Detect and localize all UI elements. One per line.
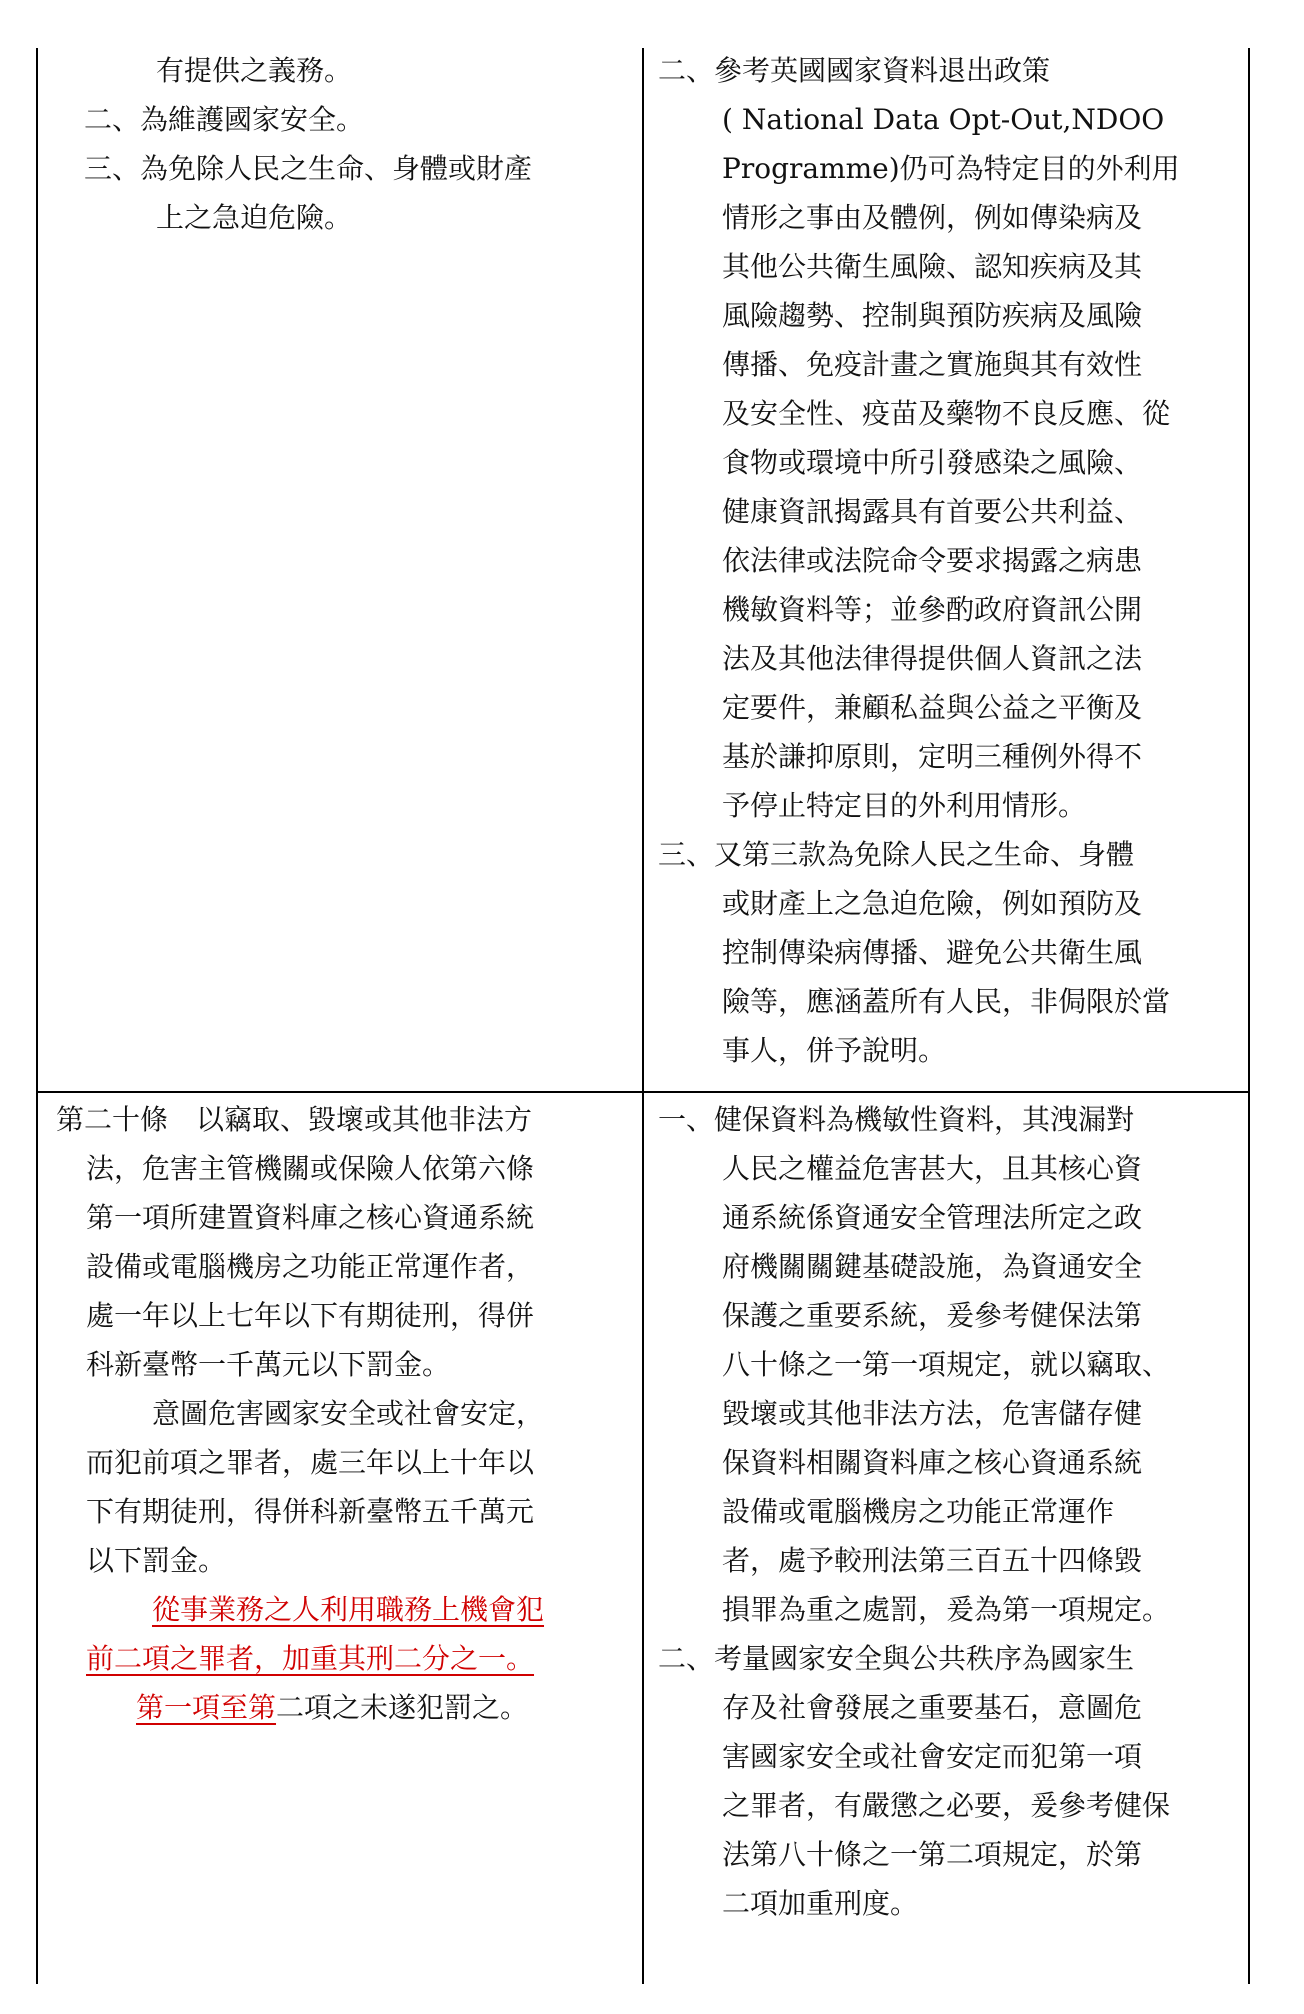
text-line: ( National Data Opt-Out,NDOO <box>722 103 1165 136</box>
paragraph-2-start: 意圖危害國家安全或社會安定， <box>152 1397 545 1430</box>
text-line: 以下罰金。 <box>86 1544 227 1577</box>
text-line: 定要件，兼顧私益與公益之平衡及 <box>722 691 1143 724</box>
text-line: 設備或電腦機房之功能正常運作 <box>722 1495 1115 1528</box>
text-line: 損罪為重之處罰，爰為第一項規定。 <box>722 1593 1171 1626</box>
row1-right-cell <box>658 46 1180 1075</box>
text-line: 害國家安全或社會安定而犯第一項 <box>722 1740 1143 1773</box>
text-line: 保資料相關資料庫之核心資通系統 <box>722 1446 1143 1479</box>
table-column-divider <box>642 48 644 1984</box>
text-line: 通系統係資通安全管理法所定之政 <box>722 1201 1143 1234</box>
text-segment: 二項之未遂犯罰之。 <box>276 1691 529 1724</box>
paragraph-4 <box>56 1683 544 1732</box>
text-line: 二項加重刑度。 <box>722 1887 919 1920</box>
text-line: 事人，併予說明。 <box>722 1034 947 1067</box>
explanation-item-1: 一、健保資料為機敏性資料，其洩漏對 <box>658 1103 1135 1136</box>
text-line: 或財產上之急迫危險，例如預防及 <box>722 887 1143 920</box>
article-20-heading: 第二十條 以竊取、毀壞或其他非法方 <box>56 1103 533 1136</box>
text-line: 府機關關鍵基礎設施，為資通安全 <box>722 1250 1143 1283</box>
amendment-text: 前二項之罪者，加重其刑二分之一。 <box>86 1642 535 1675</box>
text-line: 存及社會發展之重要基石，意圖危 <box>722 1691 1143 1724</box>
text-line: 第一項所建置資料庫之核心資通系統 <box>86 1201 535 1234</box>
text-line: 毀壞或其他非法方法，危害儲存健 <box>722 1397 1143 1430</box>
text-line: 法及其他法律得提供個人資訊之法 <box>722 642 1143 675</box>
text-line: 上之急迫危險。 <box>156 201 353 234</box>
text-line: 法，危害主管機關或保險人依第六條 <box>86 1152 535 1185</box>
row2-right-cell <box>658 1095 1170 1928</box>
text-line: 有提供之義務。 <box>156 54 353 87</box>
text-line: 健康資訊揭露具有首要公共利益、 <box>722 495 1143 528</box>
text-line: 設備或電腦機房之功能正常運作者， <box>86 1250 535 1283</box>
text-line: 處一年以上七年以下有期徒刑，得併 <box>86 1299 535 1332</box>
text-line: 而犯前項之罪者，處三年以上十年以 <box>86 1446 535 1479</box>
text-line: 傳播、免疫計畫之實施與其有效性 <box>722 348 1143 381</box>
text-line: 控制傳染病傳播、避免公共衛生風 <box>722 936 1143 969</box>
text-line: Programme)仍可為特定目的外利用 <box>722 152 1180 185</box>
text-line: 其他公共衛生風險、認知疾病及其 <box>722 250 1143 283</box>
explanation-item-2: 二、考量國家安全與公共秩序為國家生 <box>658 1642 1135 1675</box>
row2-left-cell <box>56 1095 544 1732</box>
text-line: 人民之權益危害甚大，且其核心資 <box>722 1152 1143 1185</box>
text-line: 者，處予較刑法第三百五十四條毀 <box>722 1544 1143 1577</box>
text-line: 依法律或法院命令要求揭露之病患 <box>722 544 1143 577</box>
text-line: 保護之重要系統，爰參考健保法第 <box>722 1299 1143 1332</box>
table-right-border <box>1248 48 1250 1984</box>
text-line: 之罪者，有嚴懲之必要，爰參考健保 <box>722 1789 1171 1822</box>
text-line: 下有期徒刑，得併科新臺幣五千萬元 <box>86 1495 535 1528</box>
text-line: 科新臺幣一千萬元以下罰金。 <box>86 1348 451 1381</box>
clause-2: 二、為維護國家安全。 <box>84 103 365 136</box>
table-left-border <box>36 48 38 1984</box>
text-line: 險等，應涵蓋所有人民，非侷限於當 <box>722 985 1171 1018</box>
amendment-text: 第一項至第 <box>136 1691 277 1724</box>
amendment-text: 從事業務之人利用職務上機會犯 <box>152 1593 545 1626</box>
text-line: 機敏資料等；並參酌政府資訊公開 <box>722 593 1143 626</box>
text-line: 八十條之一第一項規定，就以竊取、 <box>722 1348 1171 1381</box>
text-line: 及安全性、疫苗及藥物不良反應、從 <box>722 397 1171 430</box>
clause-3: 三、為免除人民之生命、身體或財產 <box>84 152 533 185</box>
text-line: 基於謙抑原則，定明三種例外得不 <box>722 740 1143 773</box>
explanation-item-2: 二、參考英國國家資料退出政策 <box>658 54 1051 87</box>
table-row-divider <box>36 1091 1250 1093</box>
explanation-item-3: 三、又第三款為免除人民之生命、身體 <box>658 838 1135 871</box>
text-line: 風險趨勢、控制與預防疾病及風險 <box>722 299 1143 332</box>
row1-left-cell <box>84 46 532 242</box>
text-line: 法第八十條之一第二項規定，於第 <box>722 1838 1143 1871</box>
text-line: 情形之事由及體例，例如傳染病及 <box>722 201 1143 234</box>
text-line: 予停止特定目的外利用情形。 <box>722 789 1087 822</box>
text-line: 食物或環境中所引發感染之風險、 <box>722 446 1143 479</box>
